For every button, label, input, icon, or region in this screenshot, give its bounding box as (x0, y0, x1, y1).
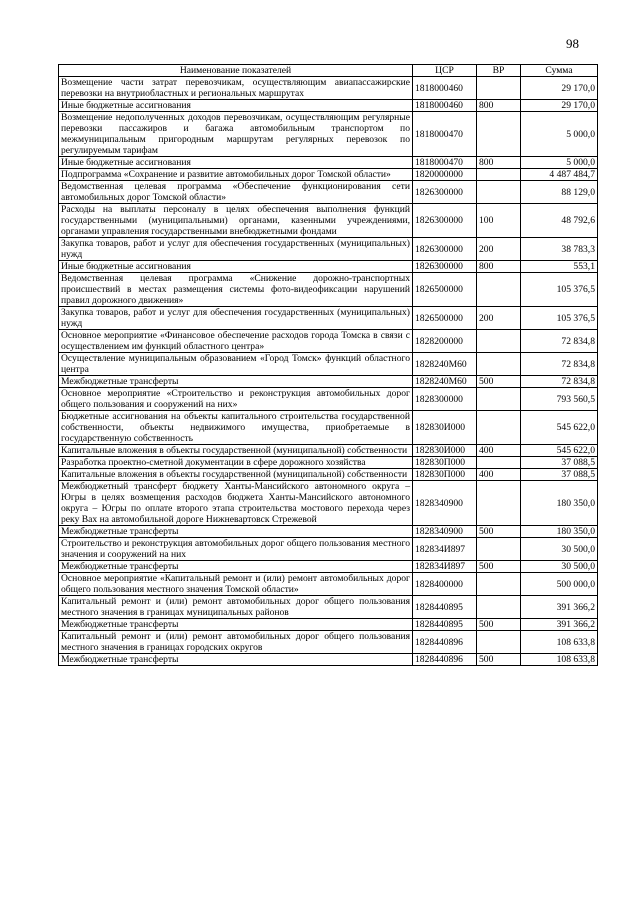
row-name: Капитальные вложения в объекты государственной (муниципальной) собственности (59, 469, 413, 481)
row-sum: 30 500,0 (521, 538, 598, 561)
row-sum: 793 560,5 (521, 388, 598, 411)
row-csr: 1828200000 (413, 330, 477, 353)
budget-table (58, 64, 598, 666)
row-name: Расходы на выплаты персоналу в целях обеспечения выполнения функций государственными (муниципальными) органами, казенными учреждениями, органами управления государственными внебюджетными фондами (59, 204, 413, 238)
row-csr: 1828300000 (413, 388, 477, 411)
row-sum: 37 088,5 (521, 457, 598, 469)
table-row (59, 573, 598, 596)
table-row (59, 204, 598, 238)
row-sum: 88 129,0 (521, 181, 598, 204)
row-vr (477, 411, 521, 445)
row-name: Иные бюджетные ассигнования (59, 157, 413, 169)
table-row (59, 561, 598, 573)
table-row (59, 376, 598, 388)
table-row (59, 112, 598, 157)
row-name: Капитальный ремонт и (или) ремонт автомобильных дорог общего пользования местного значения в границах городских округов (59, 631, 413, 654)
row-name: Основное мероприятие «Финансовое обеспечение расходов города Томска в связи с осуществлением им функций областного центра» (59, 330, 413, 353)
table-row (59, 538, 598, 561)
row-name: Осуществление муниципальным образованием «Город Томск» функций областного центра (59, 353, 413, 376)
row-vr (477, 169, 521, 181)
row-vr (477, 353, 521, 376)
row-csr: 1826300000 (413, 238, 477, 261)
row-vr: 800 (477, 100, 521, 112)
table-row (59, 273, 598, 307)
row-csr: 1828340900 (413, 481, 477, 526)
row-sum: 29 170,0 (521, 77, 598, 100)
row-name: Закупка товаров, работ и услуг для обеспечения государственных (муниципальных) нужд (59, 307, 413, 330)
header-csr: ЦСР (413, 65, 477, 77)
row-csr: 1818000470 (413, 157, 477, 169)
row-csr: 182830П000 (413, 469, 477, 481)
row-sum: 500 000,0 (521, 573, 598, 596)
row-csr: 1828440896 (413, 631, 477, 654)
row-name: Иные бюджетные ассигнования (59, 100, 413, 112)
row-sum: 5 000,0 (521, 112, 598, 157)
row-csr: 182830И000 (413, 445, 477, 457)
row-sum: 180 350,0 (521, 526, 598, 538)
row-name: Межбюджетные трансферты (59, 619, 413, 631)
row-vr: 500 (477, 619, 521, 631)
row-csr: 182830П000 (413, 457, 477, 469)
row-sum: 30 500,0 (521, 561, 598, 573)
table-row (59, 654, 598, 666)
row-csr: 1820000000 (413, 169, 477, 181)
row-csr: 1826300000 (413, 204, 477, 238)
row-sum: 72 834,8 (521, 376, 598, 388)
row-csr: 182834И897 (413, 538, 477, 561)
table-row (59, 619, 598, 631)
row-name: Межбюджетные трансферты (59, 526, 413, 538)
page-number: 98 (566, 36, 579, 51)
table-row (59, 157, 598, 169)
row-csr: 1828240М60 (413, 353, 477, 376)
row-csr: 1828340900 (413, 526, 477, 538)
row-sum: 108 633,8 (521, 631, 598, 654)
row-name: Капитальные вложения в объекты государственной (муниципальной) собственности (59, 445, 413, 457)
table-row (59, 457, 598, 469)
row-sum: 5 000,0 (521, 157, 598, 169)
row-csr: 1828440895 (413, 596, 477, 619)
table-row (59, 596, 598, 619)
row-name: Межбюджетные трансферты (59, 654, 413, 666)
table-row (59, 169, 598, 181)
row-vr: 500 (477, 561, 521, 573)
header-name: Наименование показателей (59, 65, 413, 77)
header-sum: Сумма (521, 65, 598, 77)
row-vr: 500 (477, 654, 521, 666)
table-row (59, 353, 598, 376)
row-vr (477, 112, 521, 157)
row-sum: 105 376,5 (521, 307, 598, 330)
row-name: Закупка товаров, работ и услуг для обеспечения государственных (муниципальных) нужд (59, 238, 413, 261)
row-sum: 72 834,8 (521, 330, 598, 353)
row-name: Бюджетные ассигнования на объекты капитального строительства государственной собственности, объекты недвижимого имущества, приобретаемые в государственную собственность (59, 411, 413, 445)
row-vr (477, 77, 521, 100)
header-vr: ВР (477, 65, 521, 77)
row-sum: 108 633,8 (521, 654, 598, 666)
row-csr: 182834И897 (413, 561, 477, 573)
row-name: Возмещение недополученных доходов перевозчикам, осуществляющим регулярные перевозки пассажиров и багажа автомобильным транспортом по межмуниципальным пригородным маршрутам регулярных перевозок по регулируемым тарифам (59, 112, 413, 157)
row-sum: 105 376,5 (521, 273, 598, 307)
row-name: Основное мероприятие «Строительство и реконструкция автомобильных дорог общего пользования и сооружений на них» (59, 388, 413, 411)
row-sum: 545 622,0 (521, 445, 598, 457)
row-name: Межбюджетный трансферт бюджету Ханты-Мансийского автономного округа – Югры в целях возмещения расходов бюджета Ханты-Мансийского автономного округа – Югры по оплате второго этапа строительства мостового перехода через реку Вах на автомобильной дороге Нижневартовск Стрежевой (59, 481, 413, 526)
row-vr: 200 (477, 238, 521, 261)
table-row (59, 445, 598, 457)
row-name: Разработка проектно-сметной документации в сфере дорожного хозяйства (59, 457, 413, 469)
row-sum: 180 350,0 (521, 481, 598, 526)
table-header-row (59, 65, 598, 77)
row-name: Ведомственная целевая программа «Обеспечение функционирования сети автомобильных дорог Томской области» (59, 181, 413, 204)
row-vr (477, 596, 521, 619)
table-row (59, 181, 598, 204)
row-vr (477, 573, 521, 596)
table-row (59, 481, 598, 526)
row-csr: 1826300000 (413, 181, 477, 204)
row-vr (477, 273, 521, 307)
row-csr: 1828400000 (413, 573, 477, 596)
table-row (59, 100, 598, 112)
row-vr (477, 330, 521, 353)
row-vr (477, 181, 521, 204)
table-row (59, 526, 598, 538)
row-name: Подпрограмма «Сохранение и развитие автомобильных дорог Томской области» (59, 169, 413, 181)
table-row (59, 330, 598, 353)
row-csr: 1818000460 (413, 77, 477, 100)
row-sum: 72 834,8 (521, 353, 598, 376)
row-vr: 400 (477, 469, 521, 481)
table-row (59, 388, 598, 411)
table-row (59, 307, 598, 330)
row-csr: 1818000470 (413, 112, 477, 157)
table-row (59, 238, 598, 261)
row-name: Иные бюджетные ассигнования (59, 261, 413, 273)
row-sum: 48 792,6 (521, 204, 598, 238)
row-vr: 200 (477, 307, 521, 330)
table-row (59, 411, 598, 445)
row-csr: 1826300000 (413, 261, 477, 273)
table-row (59, 77, 598, 100)
row-sum: 4 487 484,7 (521, 169, 598, 181)
row-vr (477, 481, 521, 526)
row-vr: 500 (477, 526, 521, 538)
table-row (59, 261, 598, 273)
row-name: Капитальный ремонт и (или) ремонт автомобильных дорог общего пользования местного значения в границах муниципальных районов (59, 596, 413, 619)
row-name: Ведомственная целевая программа «Снижение дорожно-транспортных происшествий в местах размещения системы фото-видеофиксации нарушений правил дорожного движения» (59, 273, 413, 307)
row-csr: 182830И000 (413, 411, 477, 445)
row-vr: 800 (477, 261, 521, 273)
row-name: Возмещение части затрат перевозчикам, осуществляющим авиапассажирские перевозки на внутриобластных и региональных маршрутах (59, 77, 413, 100)
row-vr: 500 (477, 376, 521, 388)
row-csr: 1828440895 (413, 619, 477, 631)
row-sum: 29 170,0 (521, 100, 598, 112)
row-csr: 1828440896 (413, 654, 477, 666)
row-name: Строительство и реконструкция автомобильных дорог общего пользования местного значения и сооружений на них (59, 538, 413, 561)
row-vr (477, 631, 521, 654)
row-sum: 391 366,2 (521, 619, 598, 631)
row-name: Межбюджетные трансферты (59, 561, 413, 573)
row-vr (477, 538, 521, 561)
row-csr: 1818000460 (413, 100, 477, 112)
row-sum: 391 366,2 (521, 596, 598, 619)
row-vr: 100 (477, 204, 521, 238)
row-csr: 1826500000 (413, 307, 477, 330)
row-sum: 545 622,0 (521, 411, 598, 445)
row-vr (477, 388, 521, 411)
row-vr (477, 457, 521, 469)
row-name: Основное мероприятие «Капитальный ремонт и (или) ремонт автомобильных дорог общего пользования местного значения Томской области» (59, 573, 413, 596)
table-row (59, 631, 598, 654)
row-csr: 1826500000 (413, 273, 477, 307)
row-vr: 400 (477, 445, 521, 457)
row-csr: 1828240М60 (413, 376, 477, 388)
row-name: Межбюджетные трансферты (59, 376, 413, 388)
row-sum: 37 088,5 (521, 469, 598, 481)
row-vr: 800 (477, 157, 521, 169)
table-body (59, 77, 598, 666)
row-sum: 553,1 (521, 261, 598, 273)
table-row (59, 469, 598, 481)
row-sum: 38 783,3 (521, 238, 598, 261)
